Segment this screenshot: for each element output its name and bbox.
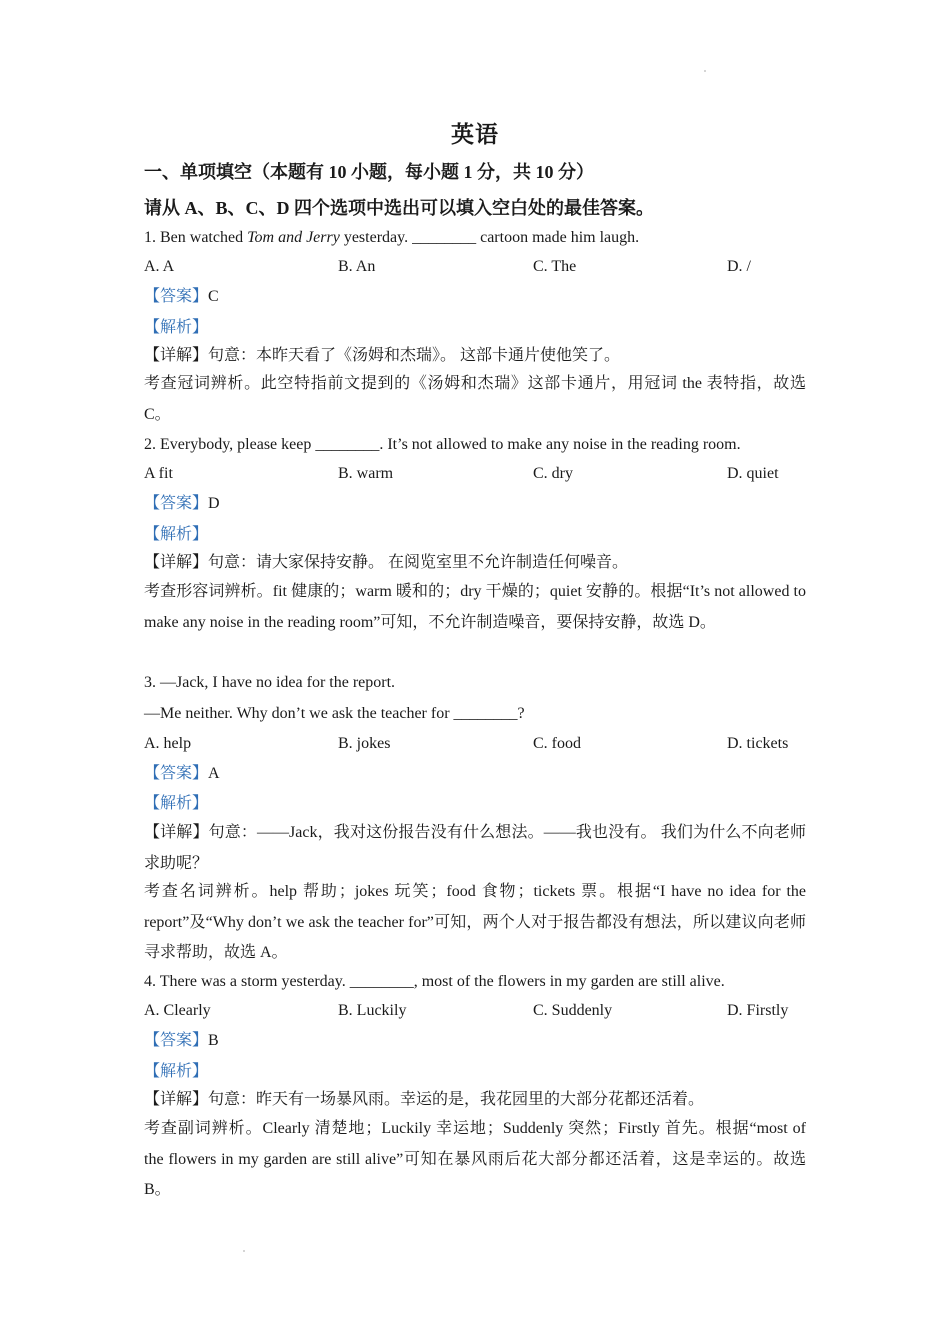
analysis-tag: 【解析】 xyxy=(144,1063,209,1080)
question-2-option-d: D. quiet xyxy=(727,465,779,482)
question-1-stem-suffix: yesterday. ________ cartoon made him laugh. xyxy=(339,229,640,246)
question-2-option-a: A fit xyxy=(144,465,173,482)
question-1-answer xyxy=(144,286,219,308)
question-3-option-c: C. food xyxy=(533,735,581,752)
question-4-answer xyxy=(144,1030,219,1052)
question-3-detail xyxy=(144,818,806,879)
question-2-detail-text: 句意：请大家保持安静。 在阅览室里不允许制造任何噪音。 xyxy=(208,554,629,571)
page-title: 英语 xyxy=(451,122,499,147)
page-speck-bottom xyxy=(243,1250,245,1252)
answer-tag: 【答案】 xyxy=(144,1032,209,1049)
question-1-option-b: B. An xyxy=(338,258,376,275)
question-3-analysis xyxy=(144,793,208,815)
question-1-explanation: 考查冠词辨析。此空特指前文提到的《汤姆和杰瑞》这部卡通片，用冠词 the 表特指，故选 C。 xyxy=(144,375,806,423)
answer-tag: 【答案】 xyxy=(144,288,209,305)
detail-tag: 【详解】 xyxy=(144,554,209,571)
question-1-option-a: A. A xyxy=(144,258,175,275)
answer-tag: 【答案】 xyxy=(144,765,209,782)
question-4-detail-text: 句意：昨天有一场暴风雨。幸运的是，我花园里的大部分花都还活着。 xyxy=(208,1091,705,1108)
question-1-option-d: D. / xyxy=(727,258,751,275)
question-4-option-d: D. Firstly xyxy=(727,1002,789,1019)
question-3-stem-line-1: 3. —Jack, I have no idea for the report. xyxy=(144,674,396,691)
page-speck-top xyxy=(704,70,706,72)
question-2-detail xyxy=(144,552,628,574)
answer-tag: 【答案】 xyxy=(144,495,209,512)
analysis-tag: 【解析】 xyxy=(144,319,209,336)
question-3-answer-value: A xyxy=(208,765,220,782)
question-3-option-a: A. help xyxy=(144,735,192,752)
question-3-answer xyxy=(144,763,220,785)
question-2-answer-value: D xyxy=(208,495,220,512)
question-4-detail xyxy=(144,1089,704,1111)
section-instruction: 请从 A、B、C、D 四个选项中选出可以填入空白处的最佳答案。 xyxy=(144,198,655,218)
question-4-option-c: C. Suddenly xyxy=(533,1002,613,1019)
question-1-stem-title: Tom and Jerry xyxy=(247,229,340,246)
question-1-detail xyxy=(144,345,620,367)
question-4-stem: 4. There was a storm yesterday. ________, most of the flowers in my garden are still alive. xyxy=(144,973,725,990)
section-heading: 一、单项填空（本题有 10 小题，每小题 1 分，共 10 分） xyxy=(144,162,594,182)
analysis-tag: 【解析】 xyxy=(144,526,209,543)
question-1-answer-value: C xyxy=(208,288,219,305)
question-2-answer xyxy=(144,493,220,515)
question-1-detail-text: 句意：本昨天看了《汤姆和杰瑞》。 这部卡通片使他笑了。 xyxy=(208,347,621,364)
analysis-tag: 【解析】 xyxy=(144,795,209,812)
question-4-answer-value: B xyxy=(208,1032,219,1049)
question-3-stem-line-2: —Me neither. Why don’t we ask the teacher for ________? xyxy=(144,705,525,722)
question-1-stem-prefix: 1. Ben watched xyxy=(144,229,248,246)
detail-tag: 【详解】 xyxy=(144,824,209,841)
question-2-option-c: C. dry xyxy=(533,465,573,482)
question-4-analysis xyxy=(144,1061,208,1083)
question-4-option-a: A. Clearly xyxy=(144,1002,211,1019)
question-4-explanation: 考查副词辨析。Clearly 清楚地；Luckily 幸运地；Suddenly 突然；Firstly 首先。根据“most of the flowers in my garden are still alive”可知在暴风雨后花大部分都还活着，这是幸运的。故选 B。 xyxy=(144,1120,806,1198)
question-2-analysis xyxy=(144,524,208,546)
detail-tag: 【详解】 xyxy=(144,1091,209,1108)
question-4-option-b: B. Luckily xyxy=(338,1002,407,1019)
question-2-option-b: B. warm xyxy=(338,465,394,482)
question-2-stem: 2. Everybody, please keep ________. It’s not allowed to make any noise in the reading room. xyxy=(144,436,741,453)
detail-tag: 【详解】 xyxy=(144,347,209,364)
question-1-analysis xyxy=(144,317,208,339)
question-1-stem xyxy=(144,227,639,249)
question-3-detail-text: 句意：——Jack，我对这份报告没有什么想法。——我也没有。 我们为什么不向老师求助呢？ xyxy=(144,824,806,872)
question-1-option-c: C. The xyxy=(533,258,577,275)
question-3-option-b: B. jokes xyxy=(338,735,391,752)
question-3-option-d: D. tickets xyxy=(727,735,789,752)
question-3-explanation: 考查名词辨析。help 帮助；jokes 玩笑；food 食物；tickets 票。根据“I have no idea for the report”及“Why don’t we ask the teacher for”可知，两个人对于报告都没有想法，所以建议向老师寻求帮助，故选 A。 xyxy=(144,883,806,961)
question-2-explanation: 考查形容词辨析。fit 健康的；warm 暖和的；dry 干燥的；quiet 安静的。根据“It’s not allowed to make any noise in the reading room”可知，不允许制造噪音，要保持安静，故选 D。 xyxy=(144,583,806,631)
